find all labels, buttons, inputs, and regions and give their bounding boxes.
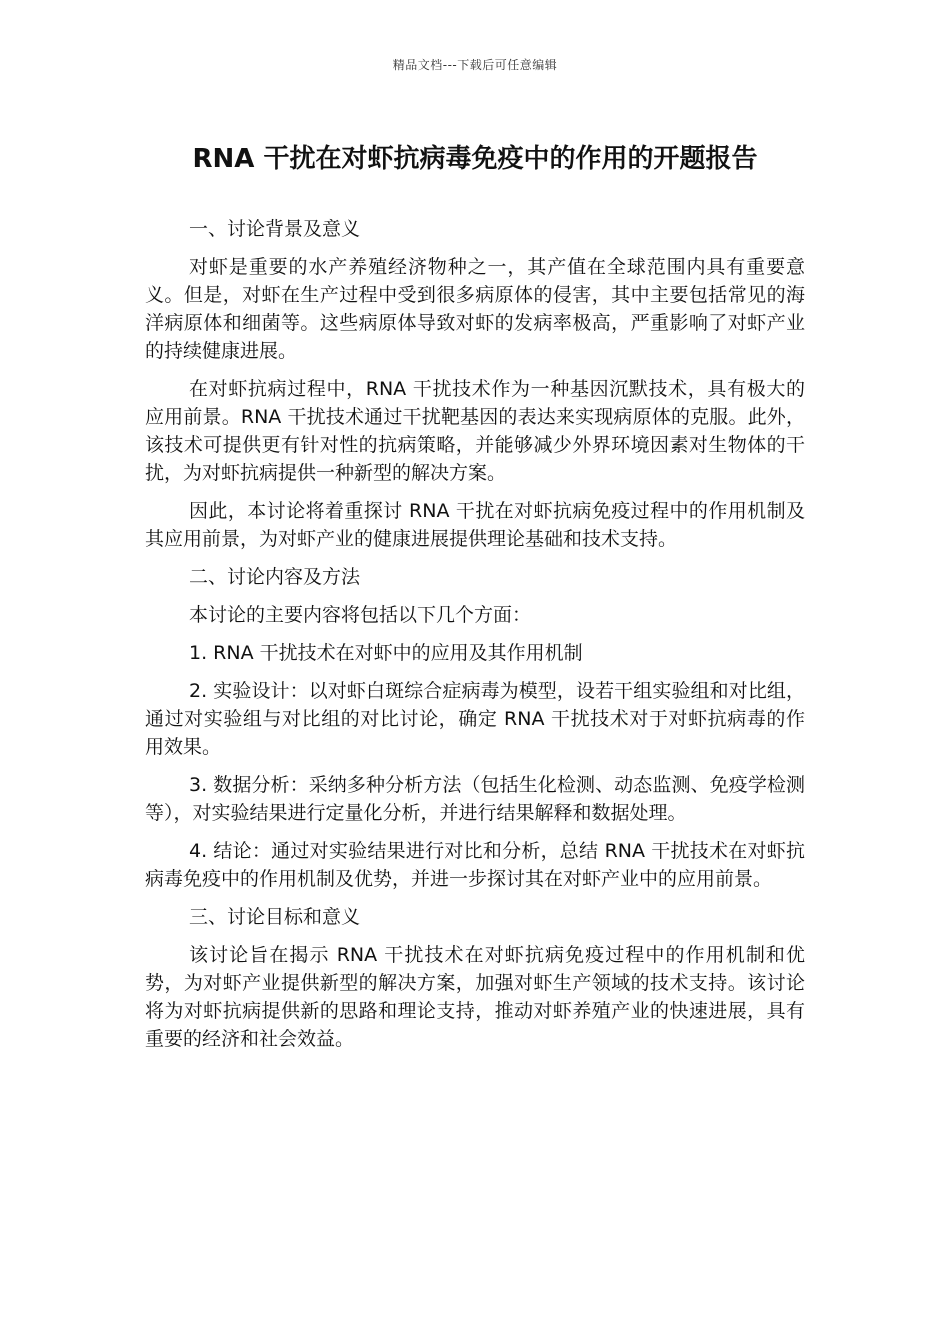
body-paragraph: 本讨论的主要内容将包括以下几个方面： — [189, 604, 532, 626]
list-item: 3. 数据分析：采纳多种分析方法（包括生化检测、动态监测、免疫学检测等），对实验结果进行定量化分析，并进行结果解释和数据处理。 — [145, 774, 805, 824]
body-paragraph: 在对虾抗病过程中，RNA 干扰技术作为一种基因沉默技术，具有极大的应用前景。RNA 干扰技术通过干扰靶基因的表达来实现病原体的克服。此外，该技术可提供更有针对性的抗病策略，并能够减少外界环境因素对生物体的干扰，为对虾抗病提供一种新型的解决方案。 — [145, 378, 805, 484]
list-item: 2. 实验设计：以对虾白斑综合症病毒为模型，设若干组实验组和对比组，通过对实验组与对比组的对比讨论，确定 RNA 干扰技术对于对虾抗病毒的作用效果。 — [145, 680, 805, 758]
document-body — [145, 215, 805, 1063]
body-paragraph: 该讨论旨在揭示 RNA 干扰技术在对虾抗病免疫过程中的作用机制和优势，为对虾产业提供新型的解决方案，加强对虾生产领域的技术支持。该讨论将为对虾抗病提供新的思路和理论支持，推动对虾养殖产业的快速进展，具有重要的经济和社会效益。 — [145, 944, 805, 1050]
document-title: RNA 干扰在对虾抗病毒免疫中的作用的开题报告 — [192, 144, 758, 174]
body-paragraph: 对虾是重要的水产养殖经济物种之一，其产值在全球范围内具有重要意义。但是，对虾在生产过程中受到很多病原体的侵害，其中主要包括常见的海洋病原体和细菌等。这些病原体导致对虾的发病率极高，严重影响了对虾产业的持续健康进展。 — [145, 256, 805, 362]
section-heading-goals: 三、讨论目标和意义 — [189, 906, 361, 928]
section-heading-background: 一、讨论背景及意义 — [189, 218, 361, 240]
body-paragraph: 因此，本讨论将着重探讨 RNA 干扰在对虾抗病免疫过程中的作用机制及其应用前景，为对虾产业的健康进展提供理论基础和技术支持。 — [145, 500, 805, 550]
list-item: 4. 结论：通过对实验结果进行对比和分析，总结 RNA 干扰技术在对虾抗病毒免疫中的作用机制及优势，并进一步探讨其在对虾产业中的应用前景。 — [145, 840, 805, 890]
section-heading-content-methods: 二、讨论内容及方法 — [189, 566, 361, 588]
page-header-note: 精品文档---下载后可任意编辑 — [392, 58, 558, 72]
list-item: 1. RNA 干扰技术在对虾中的应用及其作用机制 — [189, 642, 583, 664]
